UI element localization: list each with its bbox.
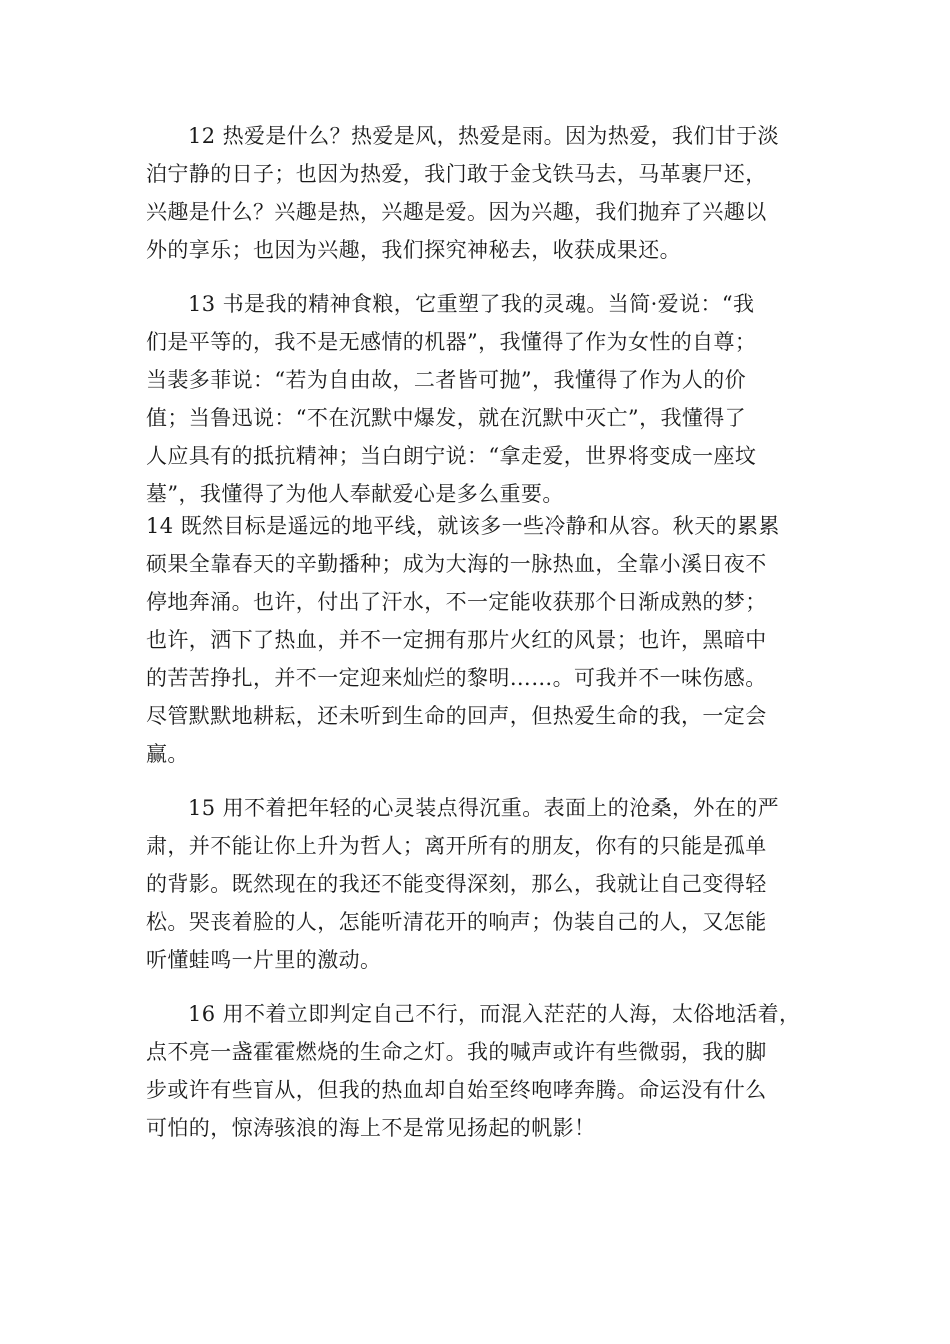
paragraph-16-line-1: 16 用不着立即判定自己不行，而混入茫茫的人海，太俗地活着， (188, 1002, 801, 1026)
paragraph-15-line-5: 听懂蛙鸣一片里的激动。 (146, 948, 382, 972)
paragraph-14-line-3: 停地奔涌。也许，付出了汗水，不一定能收获那个日渐成熟的梦； (146, 590, 767, 614)
paragraph-12-line-4: 外的享乐；也因为兴趣，我们探究神秘去，收获成果还。 (146, 238, 681, 262)
paragraph-13-line-3: 当裴多菲说：“若为自由故，二者皆可抛”，我懂得了作为人的价 (146, 368, 747, 392)
paragraph-15-line-2: 肃，并不能让你上升为哲人；离开所有的朋友，你有的只能是孤单 (146, 834, 767, 858)
paragraph-13-line-2: 们是平等的，我不是无感情的机器”，我懂得了作为女性的自尊； (146, 330, 757, 354)
paragraph-13-line-1: 13 书是我的精神食粮，它重塑了我的灵魂。当简·爱说：“我 (188, 292, 755, 316)
paragraph-14-line-1: 14 既然目标是遥远的地平线，就该多一些冷静和从容。秋天的累累 (146, 514, 780, 538)
paragraph-13-line-6: 墓”，我懂得了为他人奉献爱心是多么重要。 (146, 482, 564, 506)
paragraph-16-line-4: 可怕的，惊涛骇浪的海上不是常见扬起的帆影！ (146, 1116, 596, 1140)
paragraph-16-line-2: 点不亮一盏霍霍燃烧的生命之灯。我的喊声或许有些微弱，我的脚 (146, 1040, 767, 1064)
paragraph-15-line-1: 15 用不着把年轻的心灵装点得沉重。表面上的沧桑，外在的严 (188, 796, 779, 820)
paragraph-13-line-4: 值；当鲁迅说：“不在沉默中爆发，就在沉默中灭亡”，我懂得了 (146, 406, 747, 430)
paragraph-12-line-2: 泊宁静的日子；也因为热爱，我门敢于金戈铁马去，马革裹尸还， (146, 162, 767, 186)
paragraph-14-line-6: 尽管默默地耕耘，还未听到生命的回声，但热爱生命的我，一定会 (146, 704, 767, 728)
paragraph-14-line-5: 的苦苦挣扎，并不一定迎来灿烂的黎明……。可我并不一味伤感。 (146, 666, 767, 690)
paragraph-14-line-2: 硕果全靠春天的辛勤播种；成为大海的一脉热血，全靠小溪日夜不 (146, 552, 767, 576)
paragraph-14-line-4: 也许，洒下了热血，并不一定拥有那片火红的风景；也许，黑暗中 (146, 628, 767, 652)
paragraph-12-line-3: 兴趣是什么？兴趣是热，兴趣是爱。因为兴趣，我们抛弃了兴趣以 (146, 200, 767, 224)
paragraph-13-line-5: 人应具有的抵抗精神；当白朗宁说：“拿走爱，世界将变成一座坟 (146, 444, 757, 468)
paragraph-16-line-3: 步或许有些盲从，但我的热血却自始至终咆哮奔腾。命运没有什么 (146, 1078, 767, 1102)
paragraph-15-line-3: 的背影。既然现在的我还不能变得深刻，那么，我就让自己变得轻 (146, 872, 767, 896)
paragraph-12-line-1: 12 热爱是什么？热爱是风，热爱是雨。因为热爱，我们甘于淡 (188, 124, 779, 148)
paragraph-14-line-7: 赢。 (146, 742, 189, 766)
paragraph-15-line-4: 松。哭丧着脸的人，怎能听清花开的响声；伪装自己的人，又怎能 (146, 910, 767, 934)
